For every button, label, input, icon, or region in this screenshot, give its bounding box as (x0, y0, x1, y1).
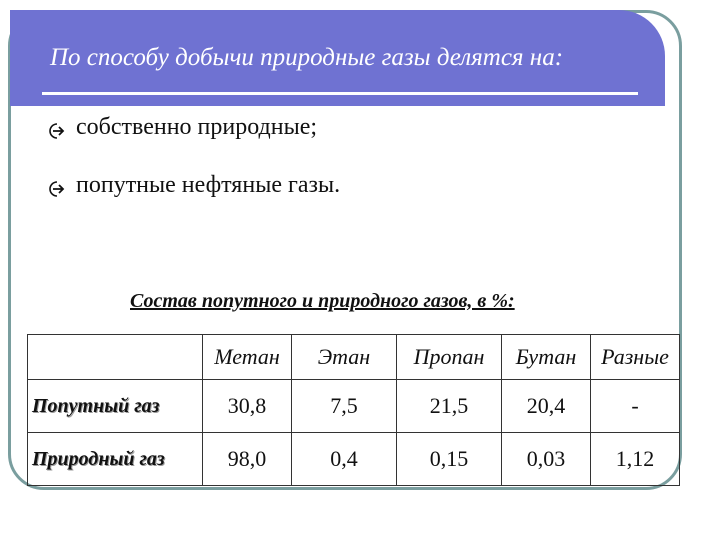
header-cell: Пропан (397, 335, 502, 380)
header-cell: Этан (292, 335, 397, 380)
bullet-item (48, 172, 340, 199)
header-cell (28, 335, 203, 380)
arrow-right-icon (48, 120, 66, 138)
bullet-text: собственно природные; (76, 114, 318, 140)
arrow-right-icon (48, 178, 66, 196)
table-cell: 98,0 (203, 433, 292, 486)
composition-table (27, 334, 680, 486)
table-cell: 0,4 (292, 433, 397, 486)
table-row (28, 433, 680, 486)
row-label: Попутный газ (28, 380, 203, 433)
table-header-row (28, 335, 680, 380)
table-cell: 21,5 (397, 380, 502, 433)
table-cell: - (591, 380, 680, 433)
header-cell: Бутан (502, 335, 591, 380)
row-label: Природный газ (28, 433, 203, 486)
header-cell: Разные (591, 335, 680, 380)
table-cell: 30,8 (203, 380, 292, 433)
table-cell: 0,15 (397, 433, 502, 486)
table-caption: Состав попутного и природного газов, в %: (130, 290, 515, 312)
header-cell: Метан (203, 335, 292, 380)
table-cell: 0,03 (502, 433, 591, 486)
title-underline (42, 92, 638, 95)
table-cell: 7,5 (292, 380, 397, 433)
slide-title: По способу добычи природные газы делятся на: (50, 44, 564, 71)
table-cell: 20,4 (502, 380, 591, 433)
bullet-item (48, 114, 317, 141)
table-row (28, 380, 680, 433)
bullet-text: попутные нефтяные газы. (76, 172, 341, 198)
table-cell: 1,12 (591, 433, 680, 486)
